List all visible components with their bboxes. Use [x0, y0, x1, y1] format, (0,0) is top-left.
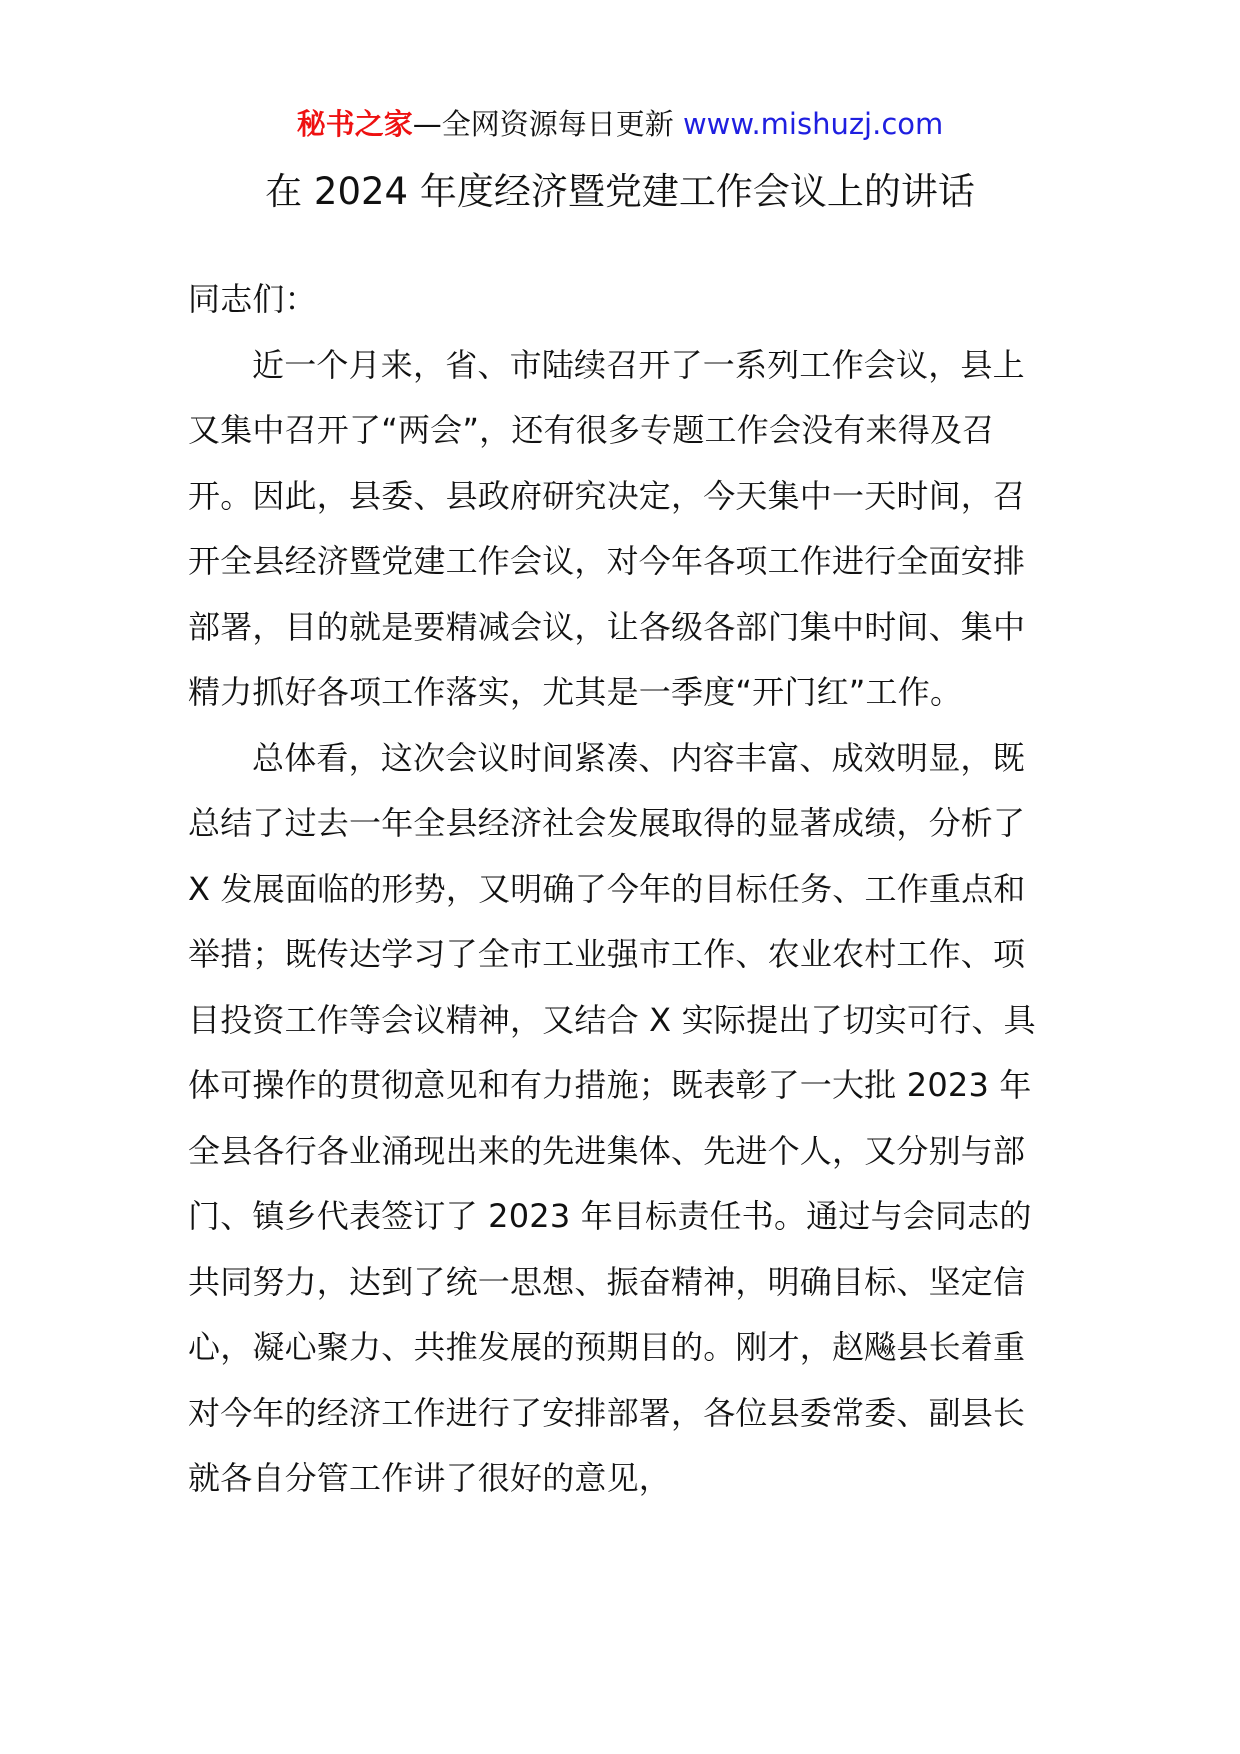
paragraph-1: 近一个月来，省、市陆续召开了一系列工作会议，县上又集中召开了“两会”，还有很多专题工作会没有来得及召开。因此，县委、县政府研究决定，今天集中一天时间，召开全县经济暨党建工作会议，对今年各项工作进行全面安排部署，目的就是要精减会议，让各级各部门集中时间、集中精力抓好各项工作落实，尤其是一季度“开门红”工作。 — [188, 345, 1026, 711]
brand-name: 秘书之家 — [296, 107, 413, 141]
site-url-link[interactable]: www.mishuzj.com — [682, 107, 944, 141]
paragraph-2: 总体看，这次会议时间紧凑、内容丰富、成效明显，既总结了过去一年全县经济社会发展取得的显著成绩，分析了 X 发展面临的形势，又明确了今年的目标任务、工作重点和举措；既传达学习了全市工业强市工作、农业农村工作、项目投资工作等会议精神，又结合 X 实际提出了切实可行、具体可操作的贯彻意见和有力措施；既表彰了一大批 2023 年全县各行各业涌现出来的先进集体、先进个人，又分别与部门、镇乡代表签订了 2023 年目标责任书。通过与会同志的共同努力，达到了统一思想、振奋精神，明确目标、坚定信心，凝心聚力、共推发展的预期目的。刚才，赵飚县长着重对今年的经济工作进行了安排部署，各位县委常委、副县长就各自分管工作讲了很好的意见， — [188, 738, 1036, 1497]
document-body — [188, 267, 1055, 1512]
site-header — [0, 104, 1240, 144]
document-title: 在 2024 年度经济暨党建工作会议上的讲话 — [265, 170, 975, 213]
site-tagline: —全网资源每日更新 — [412, 107, 674, 141]
salutation: 同志们： — [188, 280, 317, 318]
